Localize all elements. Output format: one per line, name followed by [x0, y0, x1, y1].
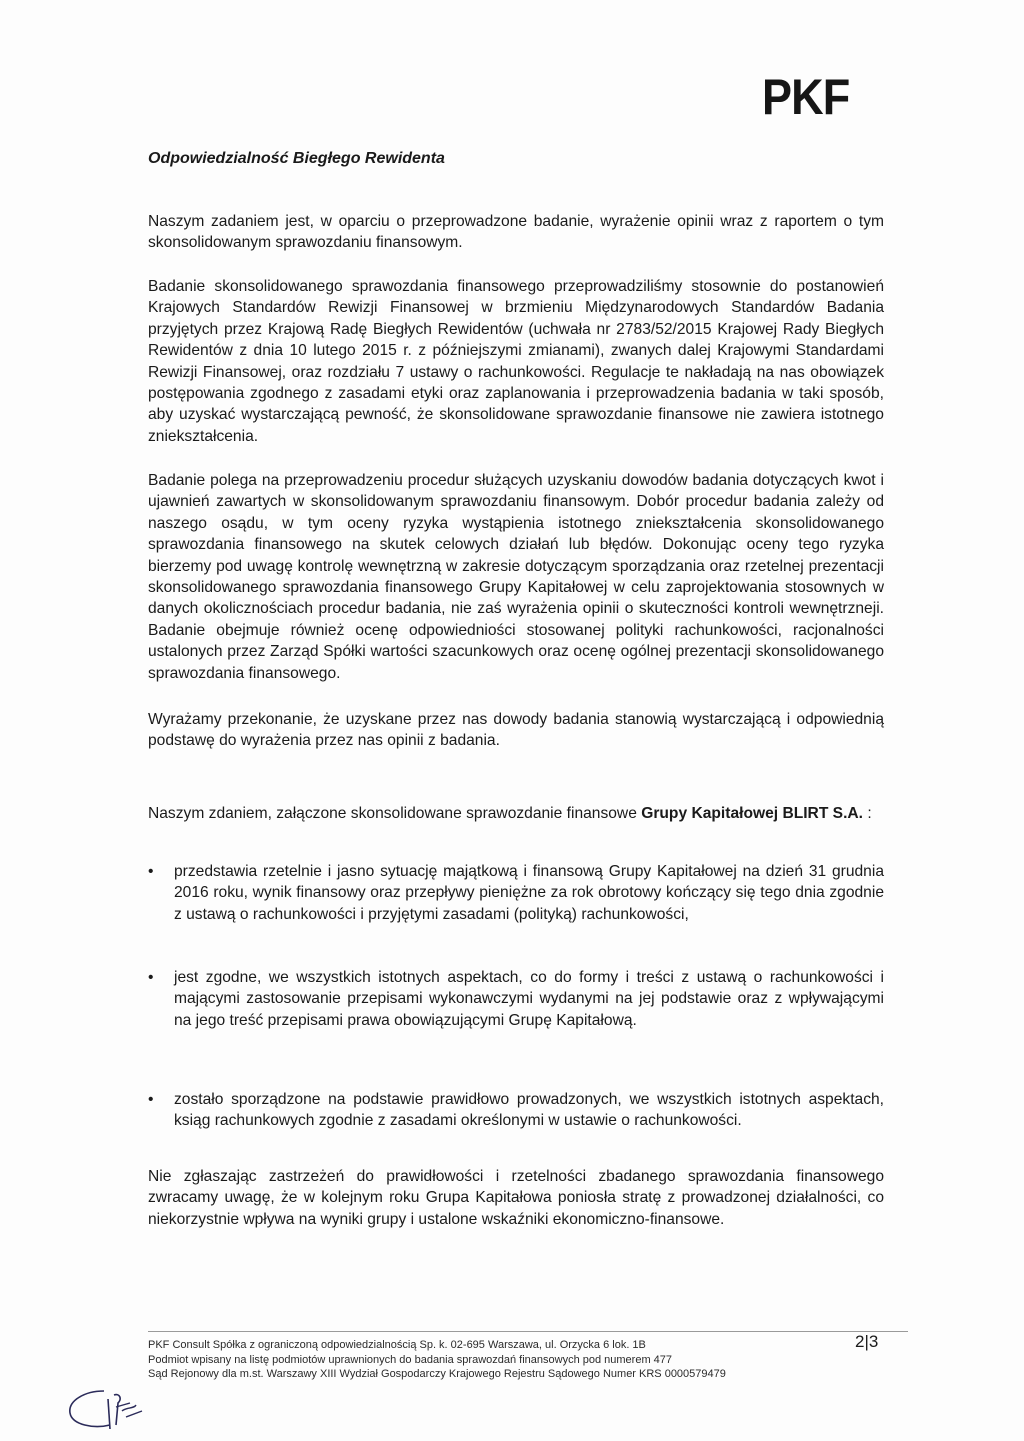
list-item-text: przedstawia rzetelnie i jasno sytuację majątkową i finansową Grupy Kapitałowej na dzień 31 grudnia 2016 roku, wynik finansowy oraz przepływy pieniężne za rok obrotowy kończący się tego dnia zgodnie z ustawą o rachunkowości i przyjętymi zasadami (polityką) rachunkowości, [174, 863, 884, 923]
paragraph-1: Naszym zadaniem jest, w oparciu o przeprowadzone badanie, wyrażenie opinii wraz z raportem o tym skonsolidowanym sprawozdaniu finansowym. [148, 213, 884, 252]
footer-divider [148, 1331, 908, 1332]
initials-signature [64, 1385, 154, 1433]
paragraph-2: Badanie skonsolidowanego sprawozdania finansowego przeprowadziliśmy stosownie do postanowień Krajowych Standardów Rewizji Finansowej w brzmieniu Międzynarodowych Standardów Badania przyjętych przez Krajową Radę Biegłych Rewidentów (uchwała nr 2783/52/2015 Krajowej Rady Biegłych Rewidentów z dnia 10 lutego 2015 r. z późniejszymi zmianami), zwanych dalej Krajowymi Standardami Rewizji Finansowej, oraz rozdziału 7 ustawy o rachunkowości. Regulacje te nakładają na nas obowiązek postępowania zgodnego z zasadami etyki oraz zaplanowania i przeprowadzenia badania w taki sposób, aby uzyskać wystarczającą pewność, że skonsolidowane sprawozdanie finansowe nie zawiera istotnego zniekształcenia. [148, 278, 884, 445]
list-item-text: jest zgodne, we wszystkich istotnych aspektach, co do formy i treści z ustawą o rachunkowości i mającymi zastosowanie przepisami wykonawczymi wydanymi na jej podstawie oraz z wpływającymi na jego treść przepisami prawa obowiązującymi Grupę Kapitałową. [174, 969, 884, 1029]
section-title: Odpowiedzialność Biegłego Rewidenta [148, 150, 445, 167]
list-item [148, 1089, 884, 1132]
list-item [148, 967, 884, 1031]
opinion-intro-suffix: : [863, 805, 872, 822]
footer-line-2: Podmiot wpisany na listę podmiotów uprawnionych do badania sprawozdań finansowych pod numerem 477 [148, 1353, 673, 1366]
footer-line-1: PKF Consult Spółka z ograniczoną odpowiedzialnością Sp. k. 02-695 Warszawa, ul. Orzycka 6 lok. 1B [148, 1339, 646, 1351]
paragraph-3: Badanie polega na przeprowadzeniu procedur służących uzyskaniu dowodów badania dotyczących kwot i ujawnień zawartych w skonsolidowanym sprawozdaniu finansowym. Dobór procedur badania zależy od naszego osądu, w tym oceny ryzyka wystąpienia istotnego zniekształcenia skonsolidowanego sprawozdania finansowego na skutek celowych działań lub błędów. Dokonując oceny tego ryzyka bierzemy pod uwagę kontrolę wewnętrzną w zakresie dotyczącym sporządzania oraz rzetelnej prezentacji skonsolidowanego sprawozdania finansowego Grupy Kapitałowej w celu zaprojektowania stosownych w danych okolicznościach procedur badania, nie zaś wyrażenia opinii o skuteczności kontroli wewnętrzneji. Badanie obejmuje również ocenę odpowiedniości stosowanej polityki rachunkowości, racjonalności ustalonych przez Zarząd Spółki wartości szacunkowych oraz ocenę ogólnej prezentacji skonsolidowanego sprawozdania finansowego. [148, 472, 884, 682]
bullet-icon: • [148, 863, 154, 880]
opinion-intro-prefix: Naszym zdaniem, załączone skonsolidowane sprawozdanie finansowe [148, 805, 642, 822]
footer [148, 1338, 848, 1382]
list-item [148, 861, 884, 925]
pkf-logo: PKF [762, 69, 850, 125]
paragraph-4: Wyrażamy przekonanie, że uzyskane przez nas dowody badania stanowią wystarczającą i odpowiednią podstawę do wyrażenia przez nas opinii z badania. [148, 711, 884, 750]
bullet-icon: • [148, 969, 154, 986]
list-item-text: zostało sporządzone na podstawie prawidłowo prowadzonych, we wszystkich istotnych aspektach, ksiąg rachunkowych zgodnie z zasadami określonymi w ustawie o rachunkowości. [174, 1091, 884, 1130]
emphasis-paragraph: Nie zgłaszając zastrzeżeń do prawidłowości i rzetelności zbadanego sprawozdania finansowego zwracamy uwagę, że w kolejnym roku Grupa Kapitałowa poniosła stratę z prowadzonej działalności, co niekorzystnie wpływa na wyniki grupy i ustalone wskaźniki ekonomiczno-finansowe. [148, 1168, 884, 1228]
page-number: 2|3 [855, 1332, 879, 1351]
bullet-icon: • [148, 1091, 154, 1108]
footer-line-3: Sąd Rejonowy dla m.st. Warszawy XIII Wydział Gospodarczy Krajowego Rejestru Sądowego Numer KRS 0000579479 [148, 1368, 726, 1380]
opinion-intro [148, 803, 884, 824]
group-name: Grupy Kapitałowej BLIRT S.A. [641, 805, 864, 822]
